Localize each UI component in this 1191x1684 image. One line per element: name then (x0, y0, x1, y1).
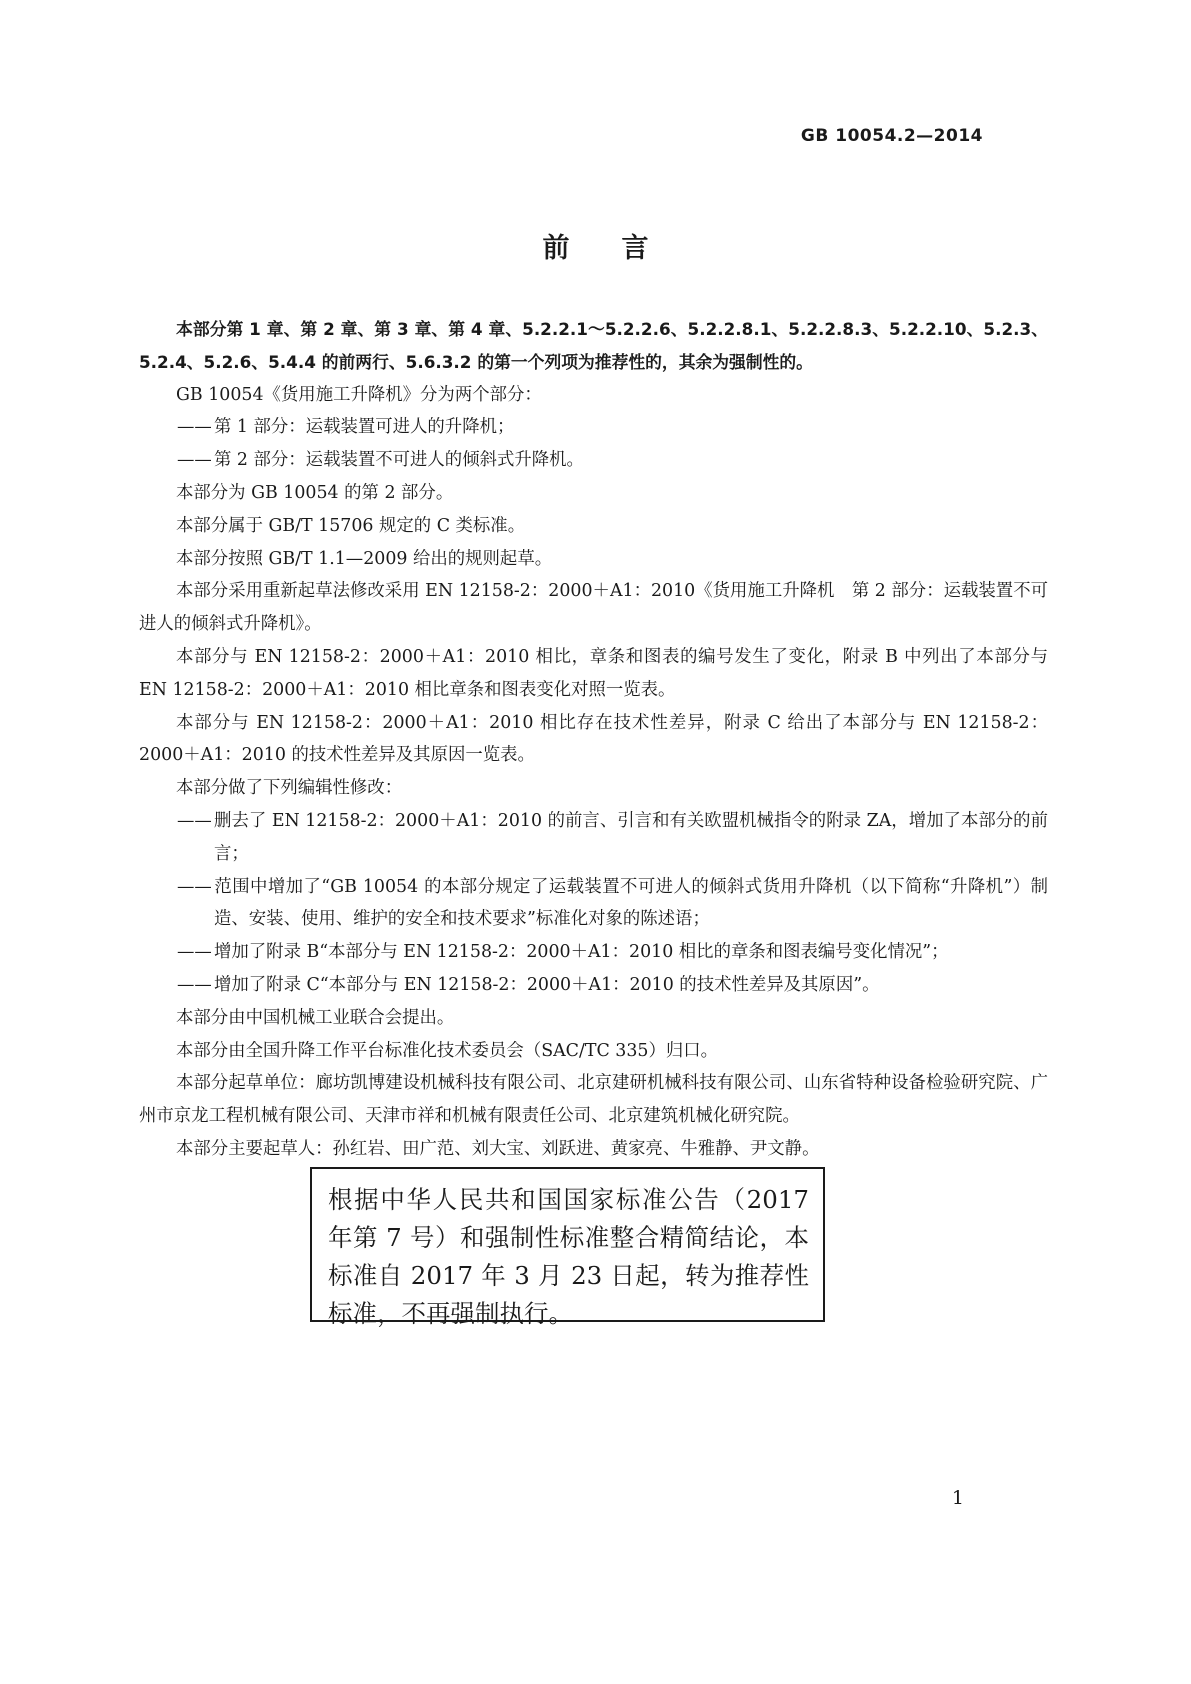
paragraph-scope-note: 本部分第 1 章、第 2 章、第 3 章、第 4 章、5.2.2.1～5.2.2.6、5.2.2.8.1、5.2.2.8.3、5.2.2.10、5.2.3、5.2.4、5.2.6、5.4.4 的前两行、5.6.3.2 的第一个列项为推荐性的，其余为强制性的。 (139, 319, 1048, 372)
standard-number: GB 10054.2—2014 (800, 126, 983, 146)
list-item: —— 删去了 EN 12158-2：2000＋A1：2010 的前言、引言和有关欧盟机械指令的附录 ZA，增加了本部分的前言； (177, 810, 1048, 864)
paragraph: 本部分按照 GB/T 1.1—2009 给出的规则起草。 (176, 548, 553, 569)
paragraph: 本部分做了下列编辑性修改： (176, 778, 403, 799)
paragraph: 本部分由中国机械工业联合会提出。 (176, 1007, 455, 1028)
paragraph: 本部分由全国升降工作平台标准化技术委员会（SAC/TC 335）归口。 (176, 1040, 719, 1061)
notice-box: 根据中华人民共和国国家标准公告（2017 年第 7 号）和强制性标准整合精简结论，本标准自 2017 年 3 月 23 日起，转为推荐性标准，不再强制执行。 (310, 1167, 825, 1322)
paragraph: 本部分起草单位：廊坊凯博建设机械科技有限公司、北京建研机械科技有限公司、山东省特种设备检验研究院、广州市京龙工程机械有限公司、天津市祥和机械有限责任公司、北京建筑机械化研究院。 (139, 1073, 1048, 1127)
paragraph: 本部分与 EN 12158-2：2000＋A1：2010 相比存在技术性差异，附录 C 给出了本部分与 EN 12158-2：2000＋A1：2010 的技术性差异及其原因一览表。 (139, 712, 1048, 766)
page-number: 1 (951, 1487, 964, 1509)
list-item: —— 增加了附录 C“本部分与 EN 12158-2：2000＋A1：2010 的技术性差异及其原因”。 (177, 974, 880, 995)
list-item: —— 第 1 部分：运载装置可进人的升降机； (177, 417, 515, 438)
paragraph: 本部分与 EN 12158-2：2000＋A1：2010 相比，章条和图表的编号发生了变化，附录 B 中列出了本部分与 EN 12158-2：2000＋A1：2010 相比章条和图表变化对照一览表。 (139, 646, 1048, 700)
foreword-body (139, 313, 1048, 1166)
paragraph: 本部分为 GB 10054 的第 2 部分。 (176, 482, 454, 503)
paragraph: 本部分采用重新起草法修改采用 EN 12158-2：2000＋A1：2010《货用施工升降机 第 2 部分：运载装置不可进人的倾斜式升降机》。 (139, 581, 1048, 635)
paragraph: 本部分属于 GB/T 15706 规定的 C 类标准。 (176, 515, 526, 536)
paragraph: GB 10054《货用施工升降机》分为两个部分： (176, 384, 542, 405)
paragraph: 本部分主要起草人：孙红岩、田广范、刘大宝、刘跃进、黄家亮、牛雅静、尹文静。 (176, 1138, 820, 1159)
list-item: —— 增加了附录 B“本部分与 EN 12158-2：2000＋A1：2010 相比的章条和图表编号变化情况”； (177, 942, 949, 963)
list-item: —— 第 2 部分：运载装置不可进人的倾斜式升降机。 (177, 450, 584, 471)
list-item: —— 范围中增加了“GB 10054 的本部分规定了运载装置不可进人的倾斜式货用升降机（以下简称“升降机”）制造、安装、使用、维护的安全和技术要求”标准化对象的陈述语； (177, 876, 1048, 930)
page-title: 前言 (542, 233, 701, 264)
